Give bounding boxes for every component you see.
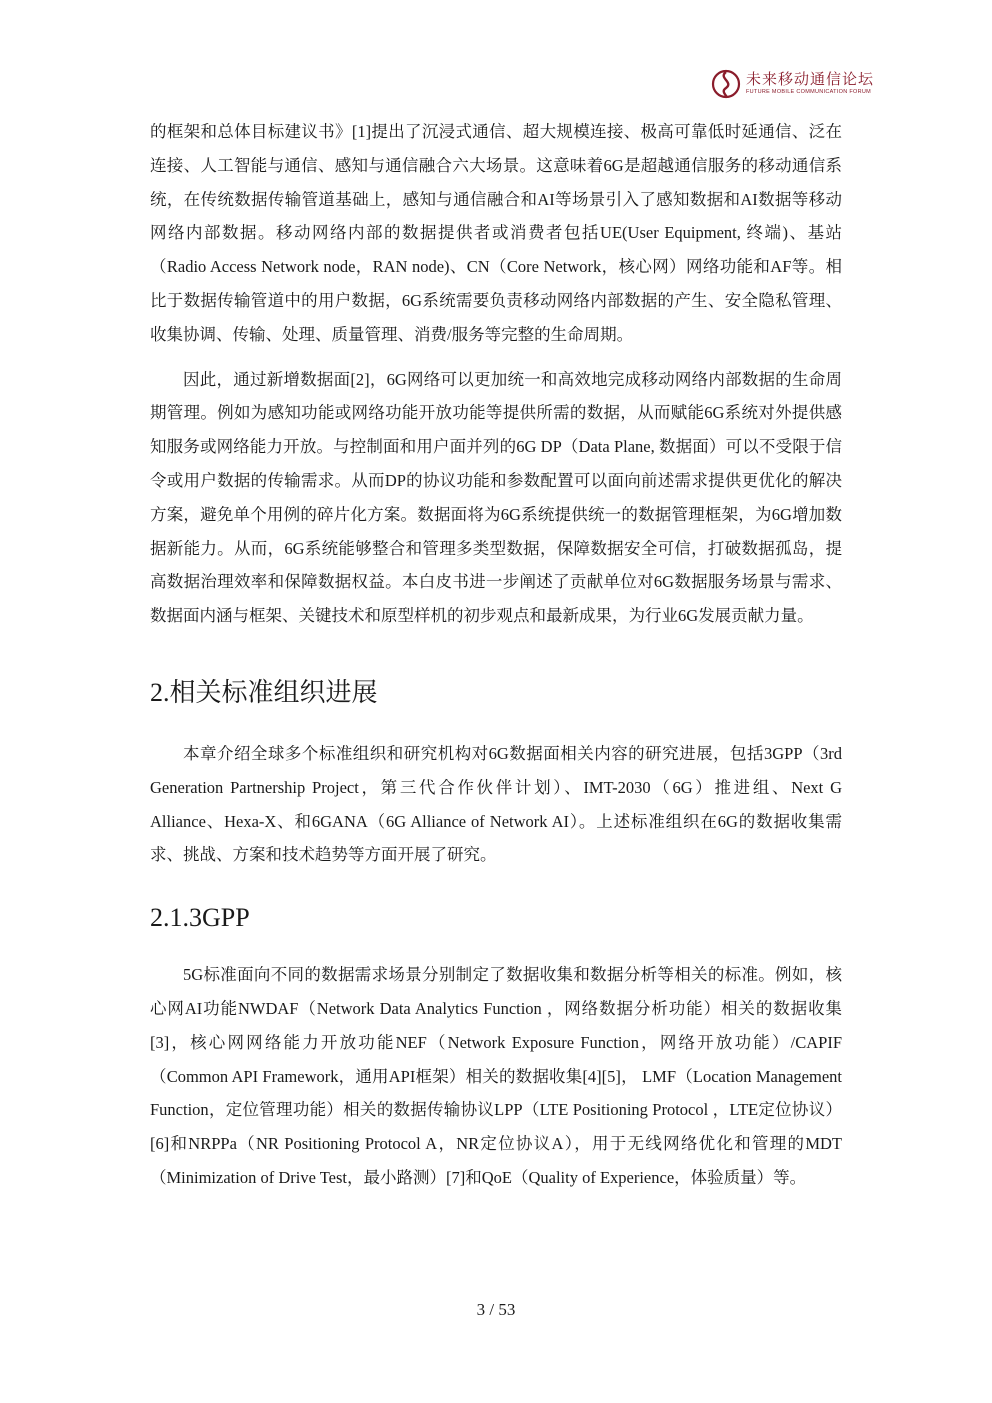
forum-logo-icon xyxy=(710,68,742,100)
paragraph-intro-continued: 的框架和总体目标建议书》[1]提出了沉浸式通信、超大规模连接、极高可靠低时延通信、泛在连接、人工智能与通信、感知与通信融合六大场景。这意味着6G是超越通信服务的移动通信系统，在传统数据传输管道基础上，感知与通信融合和AI等场景引入了感知数据和AI数据等移动网络内部数据。移动网络内部的数据提供者或消费者包括UE(User Equipment, 终端)、基站（Radio Access Network node，RAN node)、CN（Core Network，核心网）网络功能和AF等。相比于数据传输管道中的用户数据，6G系统需要负责移动网络内部数据的产生、安全隐私管理、收集协调、传输、处理、质量管理、消费/服务等完整的生命周期。 xyxy=(150,122,842,344)
paragraph-3gpp: 5G标准面向不同的数据需求场景分别制定了数据收集和数据分析等相关的标准。例如，核心网AI功能NWDAF（Network Data Analytics Function ，网络数据分析功能）相关的数据收集[3]，核心网网络能力开放功能NEF（Network Exposure Function，网络开放功能）/CAPIF（Common API Framework，通用API框架）相关的数据收集[4][5]， LMF（Location Management Function，定位管理功能）相关的数据传输协议LPP（LTE Positioning Protocol ，LTE定位协议）[6]和NRPPa（NR Positioning Protocol A，NR定位协议A），用于无线网络优化和管理的MDT（Minimization of Drive Test，最小路测）[7]和QoE（Quality of Experience，体验质量）等。 xyxy=(150,965,842,1187)
forum-logo xyxy=(710,66,890,102)
logo-chinese-name: 未来移动通信论坛 xyxy=(746,70,875,89)
section-heading-2: 2.相关标准组织进展 xyxy=(150,677,378,707)
paragraph-standards-overview: 本章介绍全球多个标准组织和研究机构对6G数据面相关内容的研究进展，包括3GPP（3rd Generation Partnership Project，第三代合作伙伴计划）、IMT-2030（6G）推进组、Next G Alliance、Hexa-X、和6GANA（6G Alliance of Network AI）。上述标准组织在6G的数据收集需求、挑战、方案和技术趋势等方面开展了研究。 xyxy=(150,743,842,865)
document-body xyxy=(150,115,842,1195)
logo-english-name: FUTURE MOBILE COMMUNICATION FORUM xyxy=(746,89,871,96)
page-number: 3 / 53 xyxy=(476,1300,516,1319)
section-heading-2-1: 2.1.3GPP xyxy=(150,903,250,933)
paragraph-data-plane: 因此，通过新增数据面[2]，6G网络可以更加统一和高效地完成移动网络内部数据的生命周期管理。例如为感知功能或网络功能开放功能等提供所需的数据，从而赋能6G系统对外提供感知服务或网络能力开放。与控制面和用户面并列的6G DP（Data Plane, 数据面）可以不受限于信令或用户数据的传输需求。从而DP的协议功能和参数配置可以面向前述需求提供更优化的解决方案，避免单个用例的碎片化方案。数据面将为6G系统提供统一的数据管理框架，为6G增加数据新能力。从而，6G系统能够整合和管理多类型数据，保障数据安全可信，打破数据孤岛，提高数据治理效率和保障数据权益。本白皮书进一步阐述了贡献单位对6G数据服务场景与需求、数据面内涵与框架、关键技术和原型样机的初步观点和最新成果，为行业6G发展贡献力量。 xyxy=(150,369,842,626)
